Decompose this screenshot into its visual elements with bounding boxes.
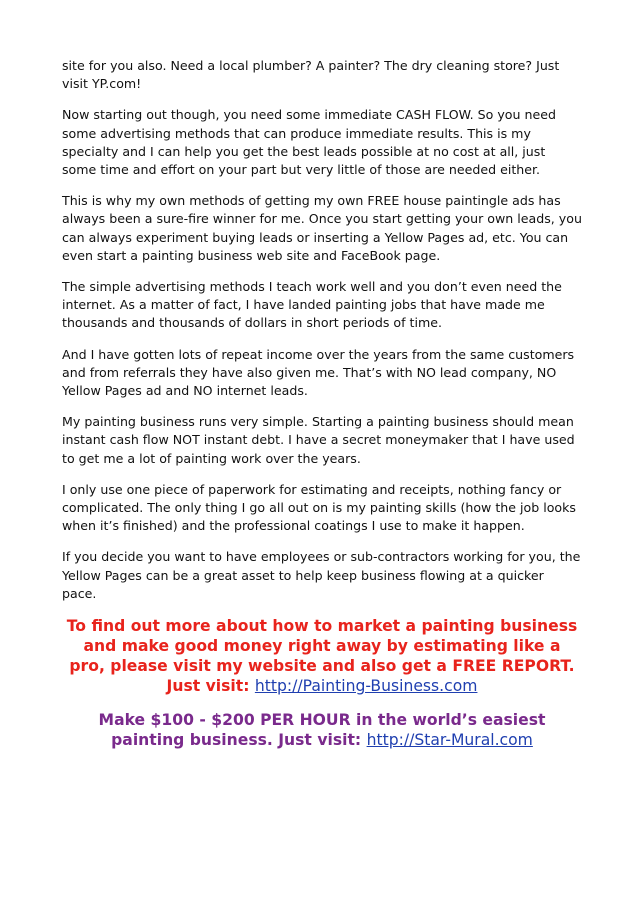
document-page [62,57,582,750]
paragraph-3: This is why my own methods of getting my own FREE house paintingle ads has always been a sure-fire winner for me. Once you start getting your own leads, you can always experiment buying leads or inserting a Yellow Pages ad, etc. You can even start a painting business web site and FaceBook page. [62,193,582,263]
paragraph-5: And I have gotten lots of repeat income over the years from the same customers and from referrals they have also given me. That’s with NO lead company, NO Yellow Pages ad and NO internet leads. [62,346,575,399]
paragraph-6: My painting business runs very simple. Starting a painting business should mean instant cash flow NOT instant debt. I have a secret moneymaker that I have used to get me a lot of painting work over the years. [62,414,575,466]
promo-star-mural-text: Make $100 - $200 PER HOUR in the world’s easiest painting business. Just visit: [98,711,546,750]
paragraph-2: Now starting out though, you need some immediate CASH FLOW. So you need some advertising methods that can produce immediate results. This is my specialty and I can help you get the best leads possible at no cost at all, just some time and effort on your part but very little of those are needed either. [62,107,556,178]
paragraph-7: I only use one piece of paperwork for estimating and receipts, nothing fancy or complicated. The only thing I go all out on is my painting skills (how the job looks when it’s finished) and the professional coatings I use to make it happen. [62,481,576,534]
painting-business-link[interactable]: http://Painting-Business.com [254,677,478,696]
promo-painting-business [62,616,582,696]
paragraph-8: If you decide you want to have employees or sub-contractors working for you, the Yellow Pages can be a great asset to help keep business flowing at a quicker pace. [62,549,581,601]
promo-painting-business-text: To find out more about how to market a painting business and make good money right away by estimating like a pro, please visit my website and also get a FREE REPORT. Just visit: [66,617,578,696]
star-mural-link[interactable]: http://Star-Mural.com [366,731,533,750]
promo-star-mural [62,710,582,750]
paragraph-4: The simple advertising methods I teach work well and you don’t even need the internet. As a matter of fact, I have landed painting jobs that have made me thousands and thousands of dollars in short periods of time. [62,279,562,331]
paragraph-1: site for you also. Need a local plumber? A painter? The dry cleaning store? Just visit YP.com! [62,58,560,92]
